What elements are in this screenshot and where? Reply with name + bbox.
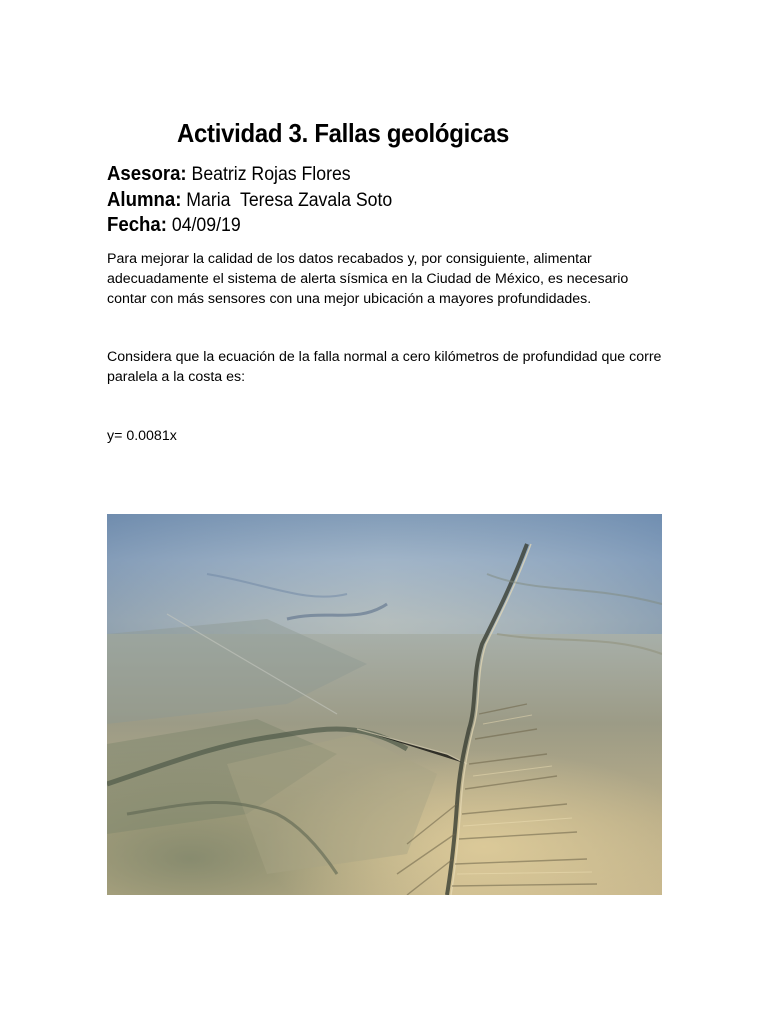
document-title: Actividad 3. Fallas geológicas <box>177 118 510 148</box>
fault-equation: y= 0.0081x <box>107 428 177 444</box>
student-label: Alumna: <box>107 189 182 211</box>
advisor-line <box>107 163 351 186</box>
advisor-value: Beatriz Rojas Flores <box>191 164 351 185</box>
fault-landscape-image <box>107 514 662 895</box>
date-value: 04/09/19 <box>171 215 241 236</box>
advisor-label: Asesora: <box>107 163 187 185</box>
student-line <box>107 189 392 212</box>
date-label: Fecha: <box>107 214 167 236</box>
student-value: Maria Teresa Zavala Soto <box>186 190 393 211</box>
fault-equation-intro: Considera que la ecuación de la falla normal a cero kilómetros de profundidad que corre paralela a la costa es: <box>107 349 662 385</box>
date-line <box>107 214 241 237</box>
fault-aerial-photo <box>107 514 662 895</box>
intro-paragraph: Para mejorar la calidad de los datos recabados y, por consiguiente, alimentar adecuadamente el sistema de alerta sísmica en la Ciudad de México, es necesario contar con más sensores con una mejor ubicación a mayores profundidades. <box>107 251 629 307</box>
